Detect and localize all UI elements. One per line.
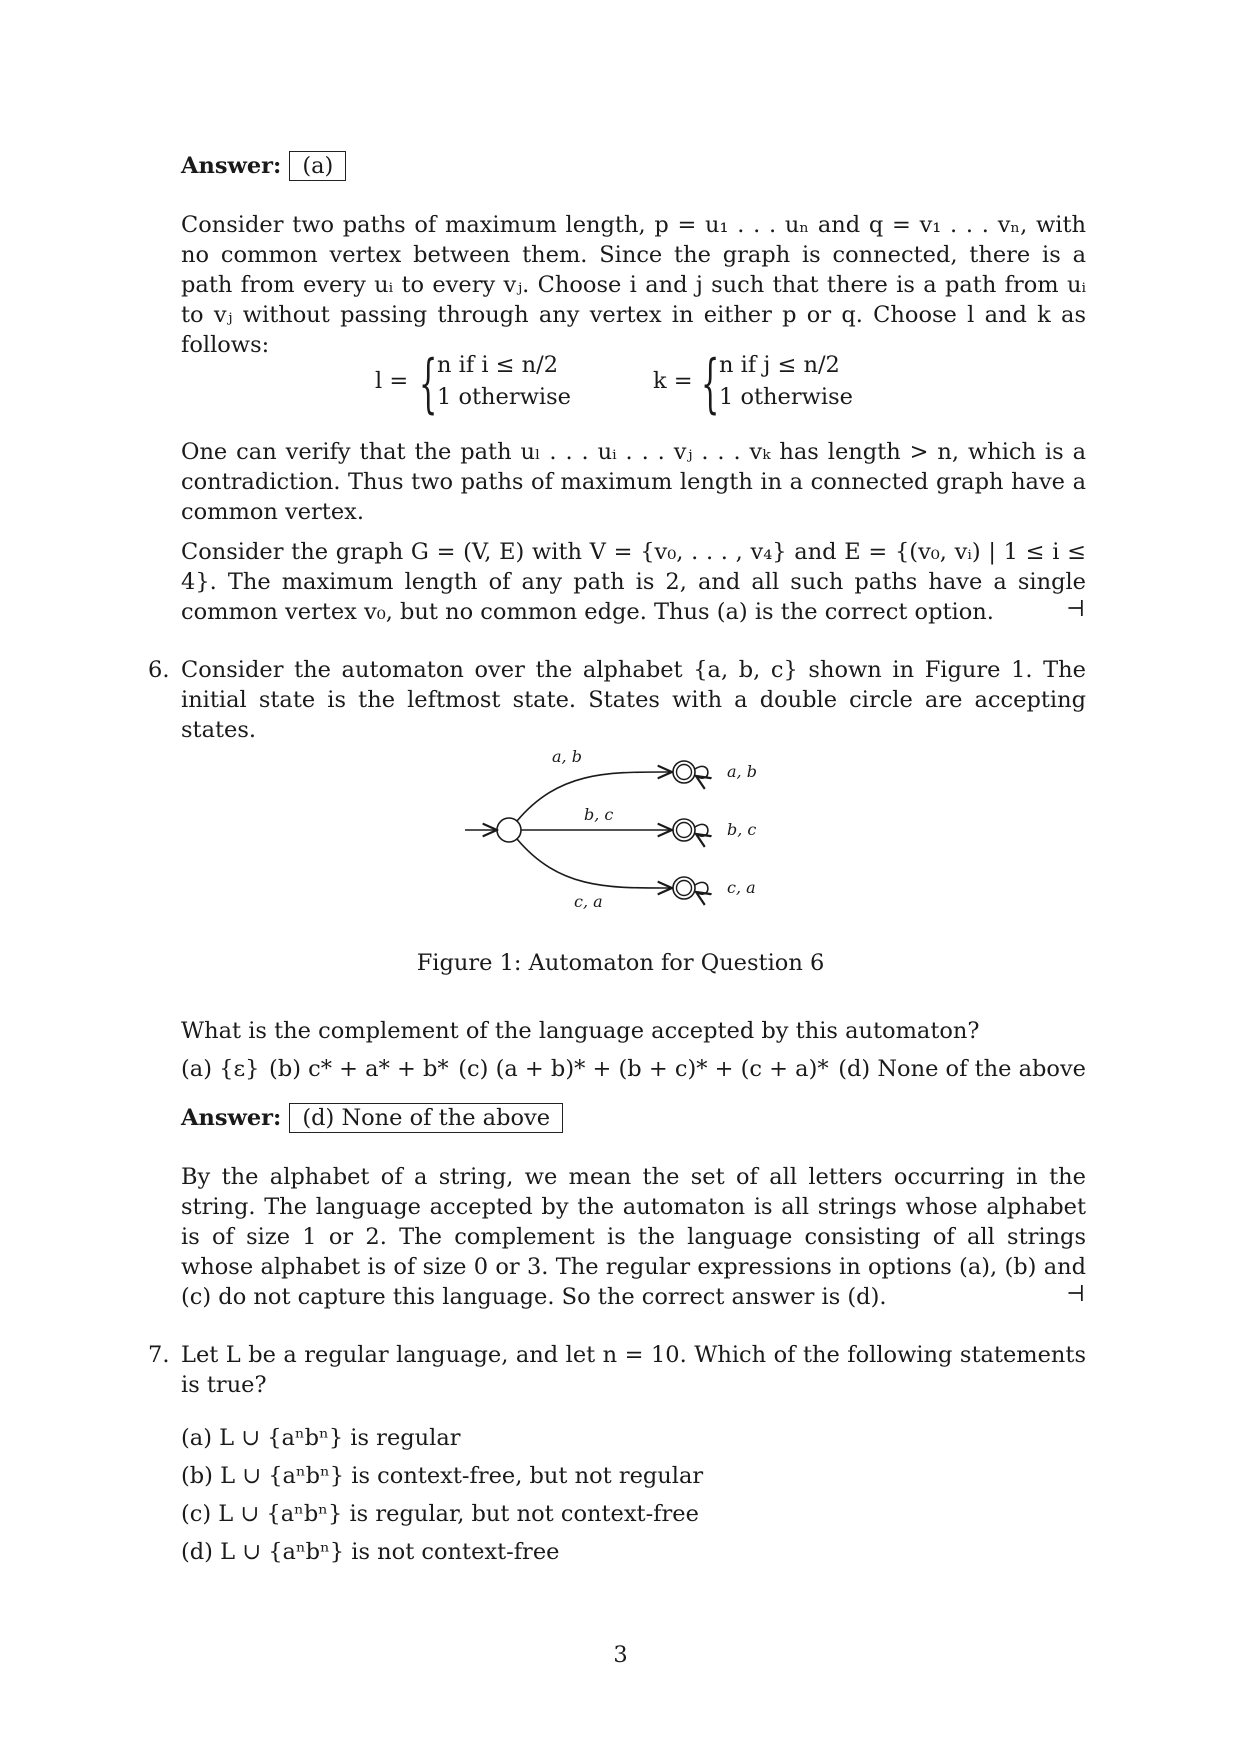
paragraph-q5-counterexample: Consider the graph G = (V, E) with V = {v₀, . . . , v₄} and E = {(v₀, vᵢ) | 1 ≤ i ≤ 4}. The maximum length of any path is 2, and all such paths have a single common vertex v₀, but no common edge. Thus (a) is the correct option. <box>181 539 1086 625</box>
paragraph-q5-proof: Consider two paths of maximum length, p = u₁ . . . uₙ and q = v₁ . . . vₙ, with no common vertex between them. Since the graph is connected, there is a path from every uᵢ to every vⱼ. Choose i and j such that there is a path from uᵢ to vⱼ without passing through any vertex in either p or q. Choose l and k as follows: <box>181 212 1086 358</box>
option-a: (a) {ε} <box>181 1056 260 1082</box>
answer-label: Answer: <box>181 153 282 179</box>
edge-label-top: a, b <box>552 747 582 766</box>
question-6-options <box>181 1056 1086 1082</box>
option-c: (c) (a + b)* + (b + c)* + (c + a)* <box>458 1056 829 1082</box>
initial-state <box>497 818 521 842</box>
cases-l-row1: n if i ≤ n/2 <box>437 352 559 378</box>
page-number: 3 <box>613 1642 628 1668</box>
q7-option-a: (a) L ∪ {aⁿbⁿ} is regular <box>181 1425 461 1451</box>
brace-icon: { <box>419 347 438 421</box>
q7-option-c: (c) L ∪ {aⁿbⁿ} is regular, but not context-free <box>181 1501 699 1527</box>
paragraph-q6-explanation: By the alphabet of a string, we mean the set of all letters occurring in the string. The language accepted by the automaton is all strings whose alphabet is of size 1 or 2. The complement is the language consisting of all strings whose alphabet is of size 0 or 3. The regular expressions in options (a), (b) and (c) do not capture this language. So the correct answer is (d). <box>181 1164 1086 1310</box>
answer-box: (d) None of the above <box>289 1103 563 1133</box>
automaton-figure <box>0 740 1241 940</box>
accepting-state-top <box>673 761 708 783</box>
brace-icon: { <box>701 347 720 421</box>
loop-label-bot: c, a <box>727 878 756 897</box>
cases-k <box>653 346 873 426</box>
option-d: (d) None of the above <box>838 1056 1086 1082</box>
cases-k-lhs: k = <box>653 368 693 394</box>
q7-option-d: (d) L ∪ {aⁿbⁿ} is not context-free <box>181 1539 560 1565</box>
cases-l-lhs: l = <box>375 368 409 394</box>
accepting-state-bot <box>673 877 708 899</box>
answer-label: Answer: <box>181 1105 282 1131</box>
edge-label-bot: c, a <box>574 892 603 911</box>
q7-option-b: (b) L ∪ {aⁿbⁿ} is context-free, but not regular <box>181 1463 704 1489</box>
edge-label-mid: b, c <box>584 805 614 824</box>
figure-caption: Figure 1: Automaton for Question 6 <box>416 950 825 976</box>
question-number-7: 7. <box>148 1342 170 1368</box>
question-6-prompt: What is the complement of the language accepted by this automaton? <box>181 1018 980 1044</box>
accepting-state-mid <box>673 819 708 841</box>
edge-bot <box>517 839 672 888</box>
loop-label-top: a, b <box>727 762 757 781</box>
paragraph-q5-contradiction: One can verify that the path uₗ . . . uᵢ . . . vⱼ . . . vₖ has length > n, which is a contradiction. Thus two paths of maximum length in a connected graph have a common vertex. <box>181 439 1086 525</box>
answer-q6 <box>181 1103 563 1133</box>
question-7-text: Let L be a regular language, and let n = 10. Which of the following statements is true? <box>181 1342 1086 1398</box>
cases-k-row1: n if j ≤ n/2 <box>719 352 840 378</box>
loop-label-mid: b, c <box>727 820 757 839</box>
question-number-6: 6. <box>148 657 170 683</box>
option-b: (b) c* + a* + b* <box>269 1056 449 1082</box>
answer-box: (a) <box>289 151 346 181</box>
answer-q5 <box>181 151 346 181</box>
cases-l-row2: 1 otherwise <box>437 384 571 410</box>
cases-l <box>375 346 575 426</box>
question-6-text: Consider the automaton over the alphabet {a, b, c} shown in Figure 1. The initial state is the leftmost state. States with a double circle are accepting states. <box>181 657 1086 743</box>
cases-k-row2: 1 otherwise <box>719 384 853 410</box>
qed-symbol-q6: ⊣ <box>1066 1282 1085 1307</box>
qed-symbol-q5: ⊣ <box>1066 597 1085 622</box>
